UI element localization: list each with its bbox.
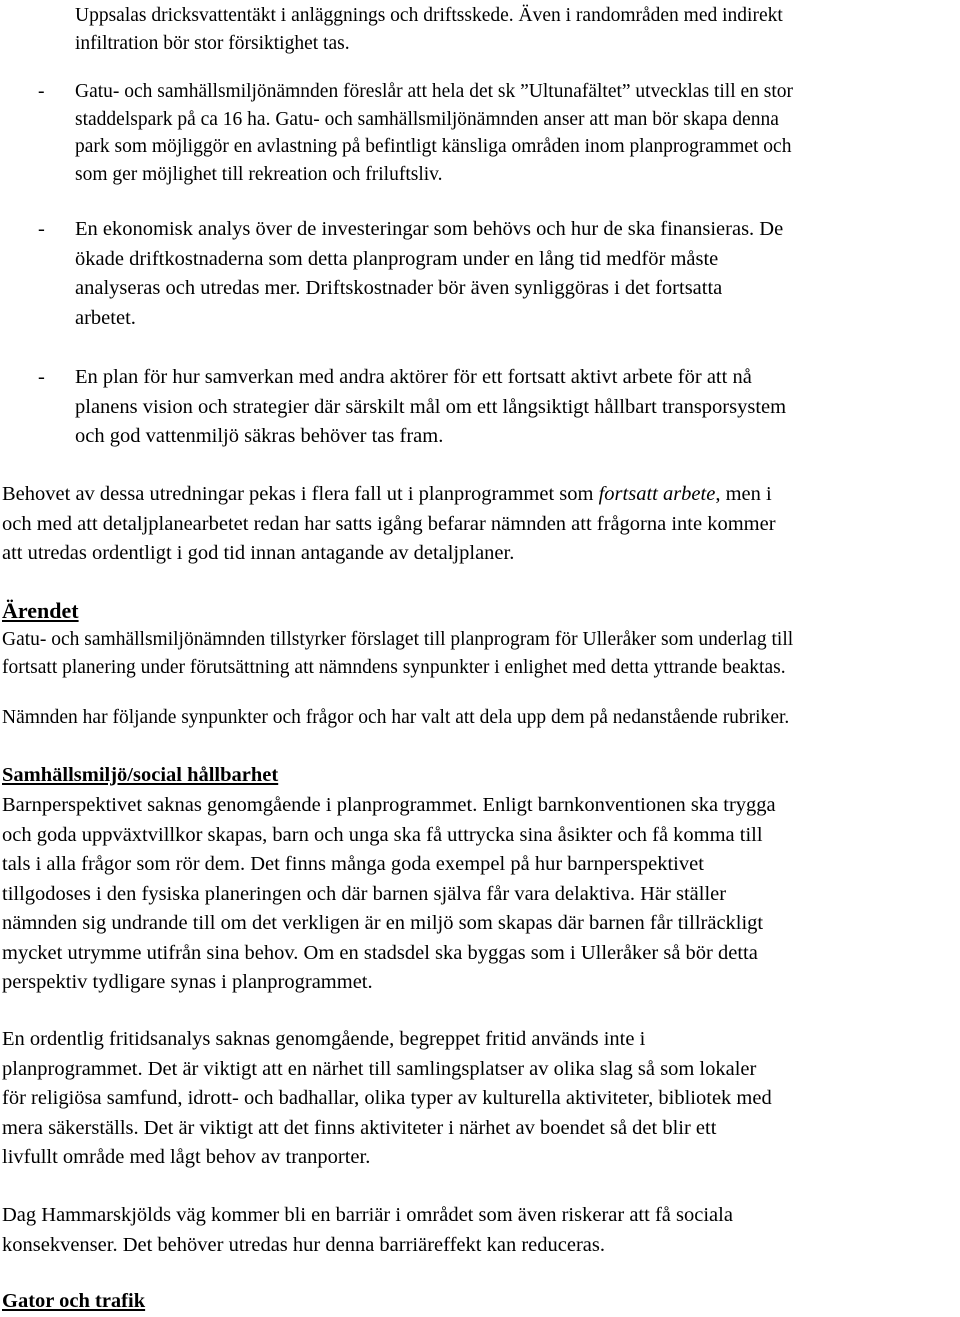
text-line: ökade driftkostnaderna som detta planprogram under en lång tid medför måste xyxy=(75,247,719,270)
gator-heading: Gator och trafik xyxy=(2,1290,146,1312)
text-line: perspektiv tydligare synas i planprogrammet. xyxy=(2,971,373,993)
text-line: analyseras och utredas mer. Driftskostnader bör även synliggöras i det fortsatta xyxy=(75,277,723,299)
text-line: park som möjliggör en avlastning på befintligt känsliga områden inom planprogrammet och xyxy=(75,136,792,157)
text-line: för religiösa samfund, idrott- och badhallar, olika typer av kulturella aktiviteter, bibliotek med xyxy=(2,1087,772,1109)
text-line: som ger möjlighet till rekreation och friluftsliv. xyxy=(75,163,443,185)
bullet-dash: - xyxy=(38,366,45,388)
text-line: tillgodoses i den fysiska planeringen och där barnen själva får vara delaktiva. Här ställer xyxy=(2,882,727,905)
text-line: Dag Hammarskjölds väg kommer bli en barriär i området som även riskerar att få sociala xyxy=(2,1204,733,1226)
bullet-ultunafaltet xyxy=(75,78,793,188)
bullet-dash: - xyxy=(38,218,45,240)
bullet-dash: - xyxy=(38,81,45,102)
behovet-paragraph xyxy=(2,480,776,569)
dag-hammarskjold-paragraph xyxy=(2,1201,733,1260)
arendet-heading: Ärendet xyxy=(2,598,79,623)
text-line: Uppsalas dricksvattentäkt i anläggnings och driftsskede. Även i randområden med indirekt xyxy=(75,5,783,26)
text-line xyxy=(2,480,776,510)
text-line: att utredas ordentligt i god tid innan antagande av detaljplaner. xyxy=(2,542,515,564)
barnperspektiv-paragraph xyxy=(2,791,776,998)
text-line: mera säkerställs. Det är viktigt att det finns aktiviteter i närhet av boendet så det blir ett xyxy=(2,1116,717,1139)
text-line: arbetet. xyxy=(75,306,136,329)
text-line: nämnden sig undrande till om det verkligen är en miljö som skapas där barnen får tillräckligt xyxy=(2,912,764,934)
text-line: En ordentlig fritidsanalys saknas genomgående, begreppet fritid används inte i xyxy=(2,1028,646,1050)
bullet-ekonomisk-analys xyxy=(75,215,783,333)
text-line: och goda uppväxtvillkor skapas, barn och unga ska få uttrycka sina åsikter och få komma till xyxy=(2,823,763,846)
arendet-note: Nämnden har följande synpunkter och frågor och har valt att dela upp dem på nedanstående rubriker. xyxy=(2,707,790,728)
text-line: planprogrammet. Det är viktigt att en närhet till samlingsplatser av olika slag så som lokaler xyxy=(2,1057,757,1080)
text-line: fortsatt planering under förutsättning att nämndens synpunkter i enlighet med detta yttrande beaktas. xyxy=(2,656,786,678)
text-line: Gatu- och samhällsmiljönämnden föreslår att hela det sk ”Ultunafältet” utvecklas till en stor xyxy=(75,81,794,102)
italic-term: fortsatt arbete xyxy=(598,483,716,505)
text-line: planens vision och strategier där särskilt mål om ett långsiktigt hållbart transporsystem xyxy=(75,395,787,418)
text-line: infiltration bör stor försiktighet tas. xyxy=(75,32,350,54)
fritidsanalys-paragraph xyxy=(2,1025,772,1173)
text-line: och med att detaljplanearbetet redan har satts igång befarar nämnden att frågorna inte kommer xyxy=(2,512,776,535)
text-run: , men i xyxy=(715,483,772,505)
text-line: tals i alla frågor som rör dem. Det finns många goda exempel på hur barnperspektivet xyxy=(2,853,704,875)
samhall-heading: Samhällsmiljö/social hållbarhet xyxy=(2,764,279,786)
text-line: konsekvenser. Det behöver utredas hur denna barriäreffekt kan reduceras. xyxy=(2,1233,605,1256)
bullet-samverkan xyxy=(75,363,786,452)
text-line: Barnperspektivet saknas genomgående i planprogrammet. Enligt barnkonventionen ska trygga xyxy=(2,794,776,816)
arendet-paragraph xyxy=(2,626,793,681)
text-line: En ekonomisk analys över de investeringar som behövs och hur de ska finansieras. De xyxy=(75,218,784,240)
text-run: Behovet av dessa utredningar pekas i flera fall ut i planprogrammet som xyxy=(2,483,599,505)
text-line: mycket utrymme utifrån sina behov. Om en stadsdel ska byggas som i Ulleråker så bör detta xyxy=(2,941,758,964)
text-line: En plan för hur samverkan med andra aktörer för ett fortsatt aktivt arbete för att nå xyxy=(75,366,752,388)
text-line: livfullt område med lågt behov av tranporter. xyxy=(2,1146,371,1168)
text-line: och god vattenmiljö säkras behöver tas fram. xyxy=(75,425,444,447)
text-line: staddelspark på ca 16 ha. Gatu- och samhällsmiljönämnden anser att man bör skapa denna xyxy=(75,108,779,130)
continuation-paragraph xyxy=(75,2,783,57)
text-line: Gatu- och samhällsmiljönämnden tillstyrker förslaget till planprogram för Ulleråker som underlag till xyxy=(2,629,794,650)
